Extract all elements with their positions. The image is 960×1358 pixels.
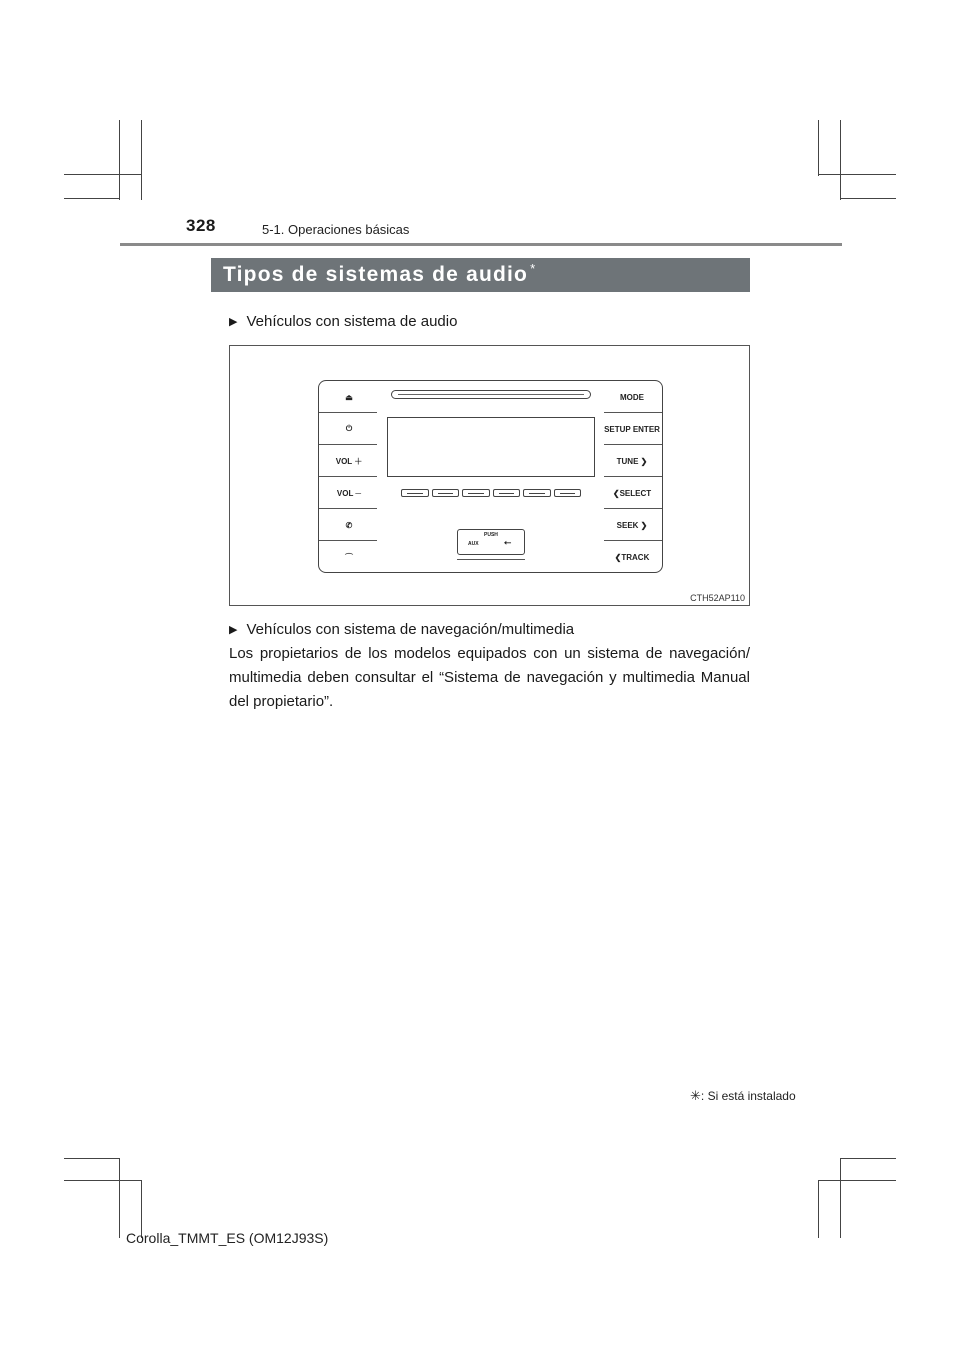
section-label: 5-1. Operaciones básicas	[262, 222, 410, 237]
mode-button: MODE	[620, 392, 644, 402]
body-paragraph: Los propietarios de los modelos equipados con un sistema de navegación/ multimedia deben consultar el “Sistema de navegación y multimedia Manual del propietario”.	[229, 645, 750, 710]
divider	[457, 559, 525, 560]
crop-mark	[64, 1158, 120, 1159]
crop-mark	[818, 1180, 896, 1181]
vol-down-button: VOL ─	[336, 488, 362, 498]
audio-system-figure	[229, 345, 750, 606]
crop-mark	[818, 1180, 819, 1238]
phone-icon: ✆	[345, 520, 353, 530]
bullet-text: Vehículos con sistema de audio	[246, 313, 458, 330]
page-number: 328	[186, 216, 216, 235]
bullet-text: Vehículos con sistema de navegación/multimedia	[246, 621, 575, 638]
audio-head-unit	[318, 380, 663, 573]
footnote-text: : Si está instalado	[700, 1089, 796, 1103]
track-button: ❮TRACK	[614, 552, 650, 562]
footnote	[690, 1088, 796, 1104]
seek-button: SEEK ❯	[616, 520, 648, 530]
setup-enter-button: SETUP ENTER	[604, 424, 660, 434]
arrow-icon: ▶	[229, 316, 238, 328]
cd-slot	[391, 390, 591, 399]
preset-button	[554, 489, 582, 497]
crop-mark	[119, 120, 120, 200]
arrow-icon: ▶	[229, 624, 238, 636]
asterisk-icon: ✳	[690, 1088, 701, 1103]
preset-button	[493, 489, 521, 497]
tune-button: TUNE ❯	[616, 456, 648, 466]
preset-buttons	[401, 489, 581, 499]
crop-mark	[840, 198, 896, 199]
crop-mark	[840, 120, 841, 200]
aux-usb-port	[457, 529, 525, 555]
preset-button	[401, 489, 429, 497]
audio-display	[387, 417, 595, 477]
manual-id: Corolla_TMMT_ES (OM12J93S)	[126, 1230, 329, 1246]
aux-label: AUX	[468, 541, 479, 547]
crop-mark	[64, 174, 142, 175]
eject-icon: ⏏	[345, 392, 353, 402]
bullet-item	[229, 621, 574, 638]
section-title-text: Tipos de sistemas de audio	[223, 263, 529, 286]
asterisk-mark: *	[530, 261, 537, 276]
crop-mark	[119, 1158, 120, 1238]
preset-button	[432, 489, 460, 497]
hang-up-icon: ⌒	[345, 552, 353, 562]
crop-mark	[818, 120, 819, 176]
power-icon: ⏻	[345, 424, 353, 433]
crop-mark	[818, 174, 896, 175]
crop-mark	[64, 198, 120, 199]
crop-mark	[840, 1158, 896, 1159]
usb-icon: ⭠	[504, 537, 512, 547]
crop-mark	[141, 120, 142, 200]
figure-code: CTH52AP110	[690, 593, 745, 603]
header-rule	[120, 243, 842, 246]
preset-button	[523, 489, 551, 497]
push-label: PUSH	[484, 532, 498, 538]
section-title	[211, 258, 750, 292]
select-button: ❮SELECT	[612, 488, 652, 498]
vol-up-button: VOL ＋	[335, 456, 363, 466]
bullet-item	[229, 313, 457, 330]
crop-mark	[64, 1180, 142, 1181]
preset-button	[462, 489, 490, 497]
crop-mark	[840, 1158, 841, 1238]
